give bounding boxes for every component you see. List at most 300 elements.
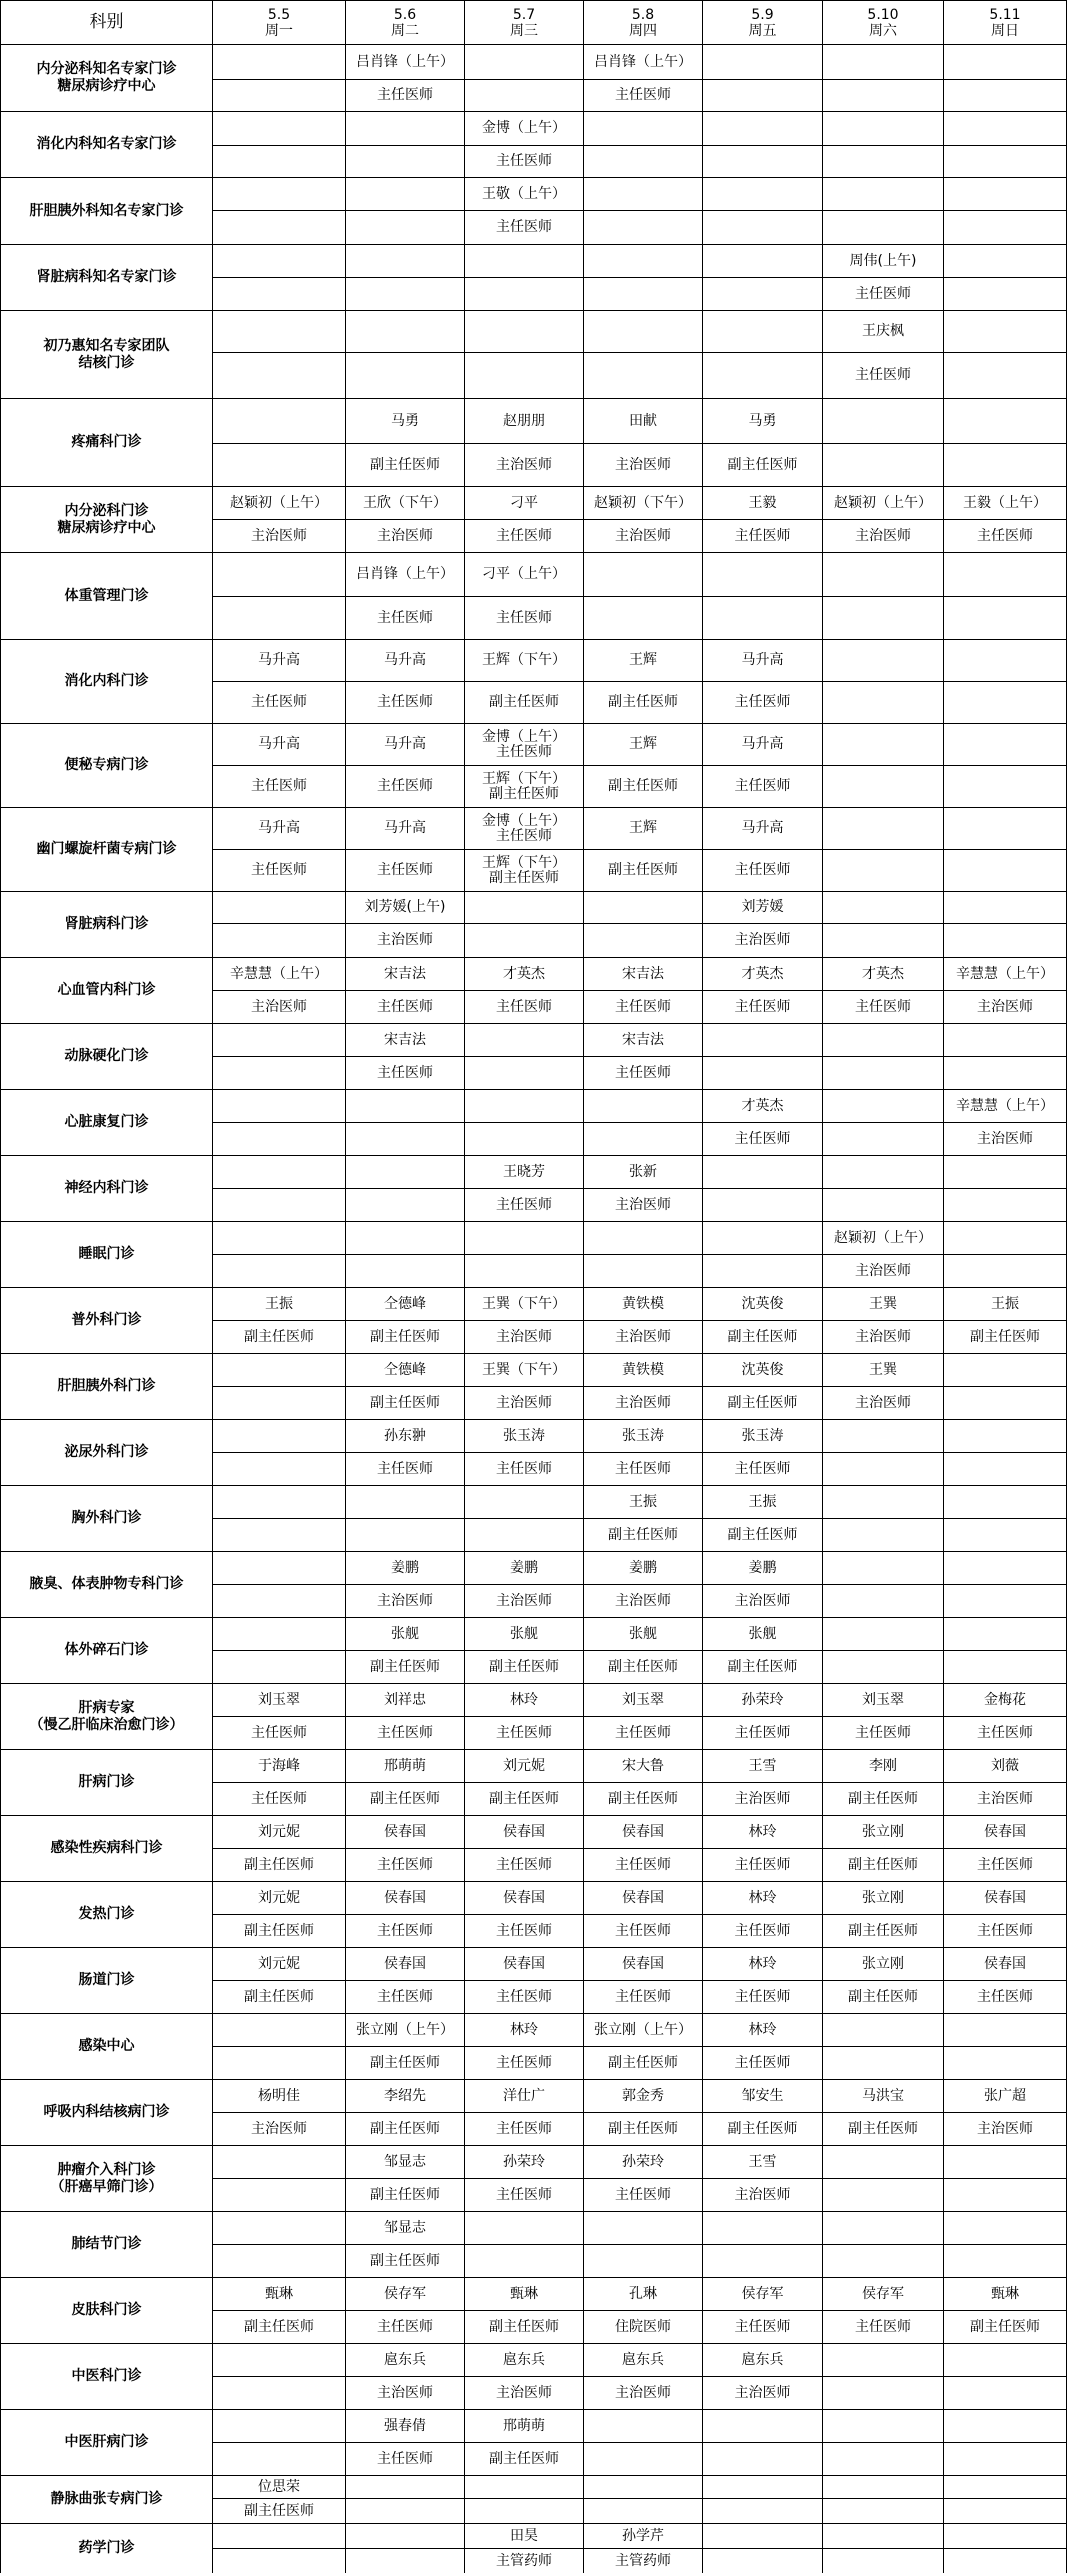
doctor-cell [823, 112, 944, 146]
doctor-cell [465, 1024, 584, 1057]
doctor-title-cell [213, 597, 346, 640]
doctor-title-cell [703, 146, 823, 178]
department-name: 睡眠门诊 [1, 1222, 213, 1288]
doctor-cell [944, 892, 1067, 924]
doctor-title-cell [823, 1453, 944, 1486]
department-name: 静脉曲张专病门诊 [1, 2476, 213, 2524]
doctor-cell: 宋吉法 [584, 1024, 703, 1057]
doctor-cell: 张舰 [584, 1618, 703, 1651]
doctor-title-cell: 王辉（下午） 副主任医师 [465, 850, 584, 892]
doctor-title-cell [584, 2499, 703, 2524]
doctor-title-cell: 主任医师 [944, 520, 1067, 553]
doctor-cell [346, 2524, 465, 2549]
doctor-cell [213, 1354, 346, 1387]
doctor-cell: 马升高 [346, 808, 465, 850]
doctor-title-cell: 主任医师 [584, 1717, 703, 1750]
day-date: 5.9 [751, 6, 774, 23]
day-date: 5.10 [867, 6, 899, 23]
doctor-cell: 王雪 [703, 2146, 823, 2179]
doctor-cell [703, 112, 823, 146]
doctor-cell [823, 2524, 944, 2549]
doctor-row [1, 2278, 1067, 2311]
doctor-cell [346, 1486, 465, 1519]
doctor-title-cell [584, 2443, 703, 2476]
day-date: 5.5 [267, 6, 291, 23]
doctor-cell: 辛慧慧（上午） [213, 958, 346, 991]
doctor-cell: 林玲 [703, 1816, 823, 1849]
doctor-title-cell: 住院医师 [584, 2311, 703, 2344]
doctor-title-cell [213, 146, 346, 178]
doctor-title-cell [823, 1585, 944, 1618]
doctor-title-cell [346, 211, 465, 245]
doctor-title-cell: 主任医师 [823, 1717, 944, 1750]
doctor-title-cell [213, 1255, 346, 1288]
doctor-cell: 马升高 [703, 808, 823, 850]
doctor-cell: 马升高 [703, 640, 823, 682]
doctor-title-cell: 主任医师 [703, 766, 823, 808]
doctor-cell [465, 1090, 584, 1123]
doctor-cell: 张舰 [465, 1618, 584, 1651]
doctor-cell: 王敬（上午） [465, 178, 584, 211]
doctor-cell [465, 1486, 584, 1519]
doctor-title-cell [944, 146, 1067, 178]
doctor-cell: 位思荣 [213, 2476, 346, 2499]
schedule-body [1, 45, 1067, 2573]
department-name: 肿瘤介入科门诊 （肝癌早筛门诊） [1, 2146, 213, 2212]
doctor-cell: 马升高 [213, 724, 346, 766]
doctor-title-cell: 副主任医师 [944, 2311, 1067, 2344]
doctor-row [1, 1552, 1067, 1585]
doctor-title-cell: 主任医师 [346, 1057, 465, 1090]
doctor-row [1, 1816, 1067, 1849]
doctor-title-cell [944, 850, 1067, 892]
doctor-title-cell [213, 2377, 346, 2410]
doctor-title-cell: 副主任医师 [346, 1387, 465, 1420]
doctor-title-cell: 主任医师 [823, 2311, 944, 2344]
doctor-title-cell [823, 2443, 944, 2476]
doctor-cell [213, 2410, 346, 2443]
doctor-title-cell: 主任医师 [346, 766, 465, 808]
doctor-row [1, 1486, 1067, 1519]
doctor-cell: 林玲 [703, 2014, 823, 2047]
doctor-title-cell [584, 146, 703, 178]
doctor-cell: 孙荣玲 [584, 2146, 703, 2179]
doctor-cell: 刘玉翠 [213, 1684, 346, 1717]
doctor-cell [944, 399, 1067, 444]
doctor-cell: 王辉 [584, 808, 703, 850]
doctor-title-cell: 主治医师 [465, 2377, 584, 2410]
doctor-title-cell [346, 146, 465, 178]
doctor-title-cell: 副主任医师 [465, 2443, 584, 2476]
doctor-title-cell [213, 1123, 346, 1156]
doctor-cell: 侯春国 [346, 1882, 465, 1915]
doctor-cell [213, 2524, 346, 2549]
doctor-title-cell: 主治医师 [584, 1585, 703, 1618]
doctor-title-cell: 主任医师 [346, 991, 465, 1024]
doctor-title-cell: 副主任医师 [823, 2113, 944, 2146]
doctor-cell [213, 399, 346, 444]
doctor-cell [584, 892, 703, 924]
doctor-title-cell: 主治医师 [346, 924, 465, 958]
doctor-title-cell [823, 2499, 944, 2524]
doctor-cell [465, 311, 584, 353]
doctor-cell: 邢萌萌 [465, 2410, 584, 2443]
doctor-cell [823, 724, 944, 766]
doctor-title-cell: 主任医师 [346, 850, 465, 892]
doctor-cell: 邹安生 [703, 2080, 823, 2113]
doctor-title-cell: 副主任医师 [703, 444, 823, 487]
doctor-row [1, 1882, 1067, 1915]
doctor-title-cell: 王辉（下午） 副主任医师 [465, 766, 584, 808]
doctor-title-cell [465, 278, 584, 311]
doctor-cell: 王辉 [584, 724, 703, 766]
doctor-title-cell [584, 1123, 703, 1156]
doctor-title-cell: 主任医师 [465, 1981, 584, 2014]
doctor-title-cell: 主任医师 [944, 1915, 1067, 1948]
doctor-cell [944, 1024, 1067, 1057]
doctor-title-cell [213, 353, 346, 399]
doctor-cell: 赵颖初（上午） [823, 487, 944, 520]
doctor-title-cell [213, 2047, 346, 2080]
doctor-title-cell: 主治医师 [465, 1321, 584, 1354]
doctor-cell: 林玲 [703, 1948, 823, 1981]
doctor-cell: 林玲 [465, 1684, 584, 1717]
doctor-cell [944, 178, 1067, 211]
department-name: 肾脏病科门诊 [1, 892, 213, 958]
doctor-cell: 吕肖锋（上午） [584, 45, 703, 80]
doctor-cell: 王雪 [703, 1750, 823, 1783]
doctor-cell [944, 2344, 1067, 2377]
doctor-title-cell: 副主任医师 [213, 2499, 346, 2524]
doctor-cell: 吕肖锋（上午） [346, 45, 465, 80]
doctor-cell: 刘元妮 [213, 1816, 346, 1849]
doctor-title-cell: 主治医师 [213, 2113, 346, 2146]
doctor-cell: 赵颖初（下午） [584, 487, 703, 520]
doctor-cell [465, 245, 584, 278]
department-name: 内分泌科门诊 糖尿病诊疗中心 [1, 487, 213, 553]
doctor-cell [944, 640, 1067, 682]
department-name: 肠道门诊 [1, 1948, 213, 2014]
doctor-cell [823, 2014, 944, 2047]
doctor-row [1, 640, 1067, 682]
doctor-title-cell: 主任医师 [703, 850, 823, 892]
doctor-cell [944, 1486, 1067, 1519]
doctor-title-cell [584, 924, 703, 958]
doctor-title-cell [823, 2377, 944, 2410]
doctor-title-cell [944, 2377, 1067, 2410]
doctor-cell: 马勇 [703, 399, 823, 444]
doctor-cell: 侯春国 [465, 1882, 584, 1915]
doctor-title-cell: 主治医师 [346, 1585, 465, 1618]
doctor-cell: 甄琳 [944, 2278, 1067, 2311]
doctor-title-cell: 主任医师 [703, 991, 823, 1024]
doctor-cell: 侯存军 [823, 2278, 944, 2311]
doctor-cell: 马升高 [213, 640, 346, 682]
doctor-cell: 孙学芹 [584, 2524, 703, 2549]
doctor-cell: 李刚 [823, 1750, 944, 1783]
doctor-cell: 姜鹏 [703, 1552, 823, 1585]
doctor-cell: 邹显志 [346, 2212, 465, 2245]
doctor-cell [823, 2410, 944, 2443]
doctor-title-cell: 主任医师 [703, 2311, 823, 2344]
doctor-title-cell [465, 1123, 584, 1156]
doctor-title-cell: 主任医师 [703, 2047, 823, 2080]
doctor-title-cell [584, 1255, 703, 1288]
doctor-cell [823, 553, 944, 597]
department-name: 心血管内科门诊 [1, 958, 213, 1024]
doctor-cell: 张立刚（上午） [346, 2014, 465, 2047]
doctor-cell [823, 2476, 944, 2499]
doctor-title-cell [944, 1057, 1067, 1090]
doctor-title-cell: 主治医师 [213, 991, 346, 1024]
day-date: 5.7 [512, 6, 536, 23]
doctor-cell [465, 1222, 584, 1255]
doctor-cell [944, 1156, 1067, 1189]
doctor-title-cell [703, 278, 823, 311]
doctor-cell [584, 311, 703, 353]
doctor-title-cell [703, 80, 823, 112]
doctor-title-cell: 副主任医师 [465, 1651, 584, 1684]
day-header-sun [944, 1, 1067, 45]
doctor-cell: 马升高 [346, 724, 465, 766]
doctor-cell [823, 1156, 944, 1189]
doctor-title-cell: 主任医师 [823, 991, 944, 1024]
doctor-cell: 林玲 [703, 1882, 823, 1915]
doctor-cell [823, 1090, 944, 1123]
doctor-cell [584, 1090, 703, 1123]
doctor-cell [703, 178, 823, 211]
doctor-title-cell [213, 2245, 346, 2278]
doctor-title-cell [944, 1387, 1067, 1420]
doctor-title-cell: 副主任医师 [213, 1981, 346, 2014]
doctor-title-cell: 副主任医师 [584, 682, 703, 724]
doctor-row [1, 1420, 1067, 1453]
doctor-title-cell: 主管药师 [465, 2549, 584, 2573]
doctor-cell: 马升高 [213, 808, 346, 850]
doctor-row [1, 892, 1067, 924]
doctor-title-cell: 副主任医师 [346, 444, 465, 487]
doctor-row [1, 2080, 1067, 2113]
doctor-row [1, 1288, 1067, 1321]
doctor-title-cell [213, 2549, 346, 2573]
doctor-title-cell: 主任医师 [465, 211, 584, 245]
doctor-cell [584, 2476, 703, 2499]
doctor-title-cell [944, 2443, 1067, 2476]
doctor-cell [346, 311, 465, 353]
doctor-cell [213, 1552, 346, 1585]
doctor-title-cell [703, 2499, 823, 2524]
doctor-title-cell [346, 2549, 465, 2573]
doctor-title-cell [346, 1519, 465, 1552]
department-name: 肝病专家 （慢乙肝临床治愈门诊） [1, 1684, 213, 1750]
doctor-title-cell: 主任医师 [584, 1981, 703, 2014]
doctor-title-cell: 主任医师 [584, 80, 703, 112]
doctor-cell: 刁平（上午） [465, 553, 584, 597]
doctor-title-cell: 主治医师 [823, 1255, 944, 1288]
doctor-cell: 沈英俊 [703, 1288, 823, 1321]
doctor-title-cell [944, 2549, 1067, 2573]
doctor-cell [213, 1486, 346, 1519]
doctor-cell: 仝德峰 [346, 1354, 465, 1387]
department-name: 腋臭、体表肿物专科门诊 [1, 1552, 213, 1618]
department-name: 泌尿外科门诊 [1, 1420, 213, 1486]
doctor-title-cell: 副主任医师 [346, 2179, 465, 2212]
doctor-cell [944, 2212, 1067, 2245]
doctor-cell [213, 1618, 346, 1651]
doctor-title-cell [944, 1255, 1067, 1288]
doctor-cell [944, 245, 1067, 278]
doctor-title-cell: 主任医师 [346, 1849, 465, 1882]
day-weekday: 周四 [629, 22, 657, 39]
doctor-cell [703, 2212, 823, 2245]
doctor-title-cell [703, 2549, 823, 2573]
doctor-title-cell: 主治医师 [944, 2113, 1067, 2146]
doctor-cell [944, 2146, 1067, 2179]
doctor-cell [944, 311, 1067, 353]
doctor-cell [823, 2212, 944, 2245]
doctor-title-cell [213, 1519, 346, 1552]
doctor-title-cell: 副主任医师 [346, 1651, 465, 1684]
doctor-cell: 刘元妮 [213, 1882, 346, 1915]
doctor-title-cell [213, 2179, 346, 2212]
doctor-cell: 王巽（下午） [465, 1354, 584, 1387]
doctor-cell [823, 399, 944, 444]
doctor-cell: 王晓芳 [465, 1156, 584, 1189]
doctor-title-cell [465, 2499, 584, 2524]
doctor-cell [823, 640, 944, 682]
doctor-cell: 沈英俊 [703, 1354, 823, 1387]
doctor-cell: 侯春国 [465, 1948, 584, 1981]
doctor-row [1, 399, 1067, 444]
doctor-row [1, 1024, 1067, 1057]
doctor-title-cell [213, 924, 346, 958]
doctor-cell: 王振 [213, 1288, 346, 1321]
doctor-title-cell: 主治医师 [944, 991, 1067, 1024]
doctor-title-cell: 副主任医师 [213, 1915, 346, 1948]
doctor-cell: 刘元妮 [465, 1750, 584, 1783]
department-name: 中医肝病门诊 [1, 2410, 213, 2476]
doctor-cell [944, 808, 1067, 850]
doctor-row [1, 487, 1067, 520]
doctor-cell [944, 724, 1067, 766]
doctor-title-cell [703, 2245, 823, 2278]
doctor-title-cell [944, 1519, 1067, 1552]
doctor-cell: 王庆枫 [823, 311, 944, 353]
doctor-cell: 邢萌萌 [346, 1750, 465, 1783]
doctor-row [1, 245, 1067, 278]
department-name: 中医科门诊 [1, 2344, 213, 2410]
doctor-cell [346, 1090, 465, 1123]
doctor-cell: 辛慧慧（上午） [944, 958, 1067, 991]
doctor-title-cell: 副主任医师 [703, 1321, 823, 1354]
doctor-cell [584, 112, 703, 146]
doctor-cell: 田昊 [465, 2524, 584, 2549]
doctor-cell [703, 245, 823, 278]
doctor-title-cell [346, 353, 465, 399]
doctor-title-cell [823, 682, 944, 724]
doctor-title-cell [944, 682, 1067, 724]
doctor-cell: 姜鹏 [465, 1552, 584, 1585]
doctor-cell: 侯春国 [465, 1816, 584, 1849]
doctor-cell: 姜鹏 [584, 1552, 703, 1585]
doctor-cell: 张玉涛 [584, 1420, 703, 1453]
doctor-cell: 于海峰 [213, 1750, 346, 1783]
doctor-cell: 张立刚 [823, 1816, 944, 1849]
doctor-row [1, 1618, 1067, 1651]
department-name: 胸外科门诊 [1, 1486, 213, 1552]
doctor-title-cell: 主治医师 [346, 520, 465, 553]
doctor-title-cell: 主治医师 [703, 2377, 823, 2410]
doctor-cell [465, 2212, 584, 2245]
doctor-title-cell: 主治医师 [703, 924, 823, 958]
doctor-title-cell: 主治医师 [703, 2179, 823, 2212]
doctor-row [1, 2212, 1067, 2245]
doctor-cell [944, 1552, 1067, 1585]
doctor-cell: 张新 [584, 1156, 703, 1189]
doctor-title-cell: 主任医师 [465, 597, 584, 640]
doctor-title-cell [823, 2047, 944, 2080]
doctor-title-cell [465, 80, 584, 112]
department-name: 发热门诊 [1, 1882, 213, 1948]
doctor-title-cell [823, 2549, 944, 2573]
doctor-title-cell: 主任医师 [465, 2179, 584, 2212]
department-name: 神经内科门诊 [1, 1156, 213, 1222]
doctor-cell [703, 2410, 823, 2443]
doctor-cell: 金博（上午） [465, 112, 584, 146]
doctor-title-cell: 主任医师 [465, 1453, 584, 1486]
doctor-cell: 张广超 [944, 2080, 1067, 2113]
doctor-title-cell [213, 1057, 346, 1090]
doctor-title-cell [213, 80, 346, 112]
doctor-row [1, 112, 1067, 146]
doctor-cell: 扈东兵 [465, 2344, 584, 2377]
doctor-cell [823, 808, 944, 850]
doctor-title-cell: 副主任医师 [584, 1783, 703, 1816]
doctor-title-cell: 主任医师 [465, 520, 584, 553]
doctor-cell [703, 2524, 823, 2549]
doctor-title-cell: 主任医师 [584, 1849, 703, 1882]
doctor-title-cell: 副主任医师 [213, 2311, 346, 2344]
doctor-row [1, 311, 1067, 353]
doctor-title-cell: 主任医师 [346, 2311, 465, 2344]
doctor-title-cell: 主治医师 [703, 1783, 823, 1816]
doctor-cell [944, 1618, 1067, 1651]
doctor-title-cell: 副主任医师 [584, 766, 703, 808]
doctor-cell [703, 2476, 823, 2499]
doctor-cell [584, 1222, 703, 1255]
day-weekday: 周日 [991, 22, 1019, 39]
doctor-cell: 刘祥忠 [346, 1684, 465, 1717]
doctor-title-cell [213, 1189, 346, 1222]
doctor-title-cell [944, 211, 1067, 245]
doctor-row [1, 1156, 1067, 1189]
department-name: 内分泌科知名专家门诊 糖尿病诊疗中心 [1, 45, 213, 112]
doctor-cell: 扈东兵 [703, 2344, 823, 2377]
doctor-cell: 刘玉翠 [584, 1684, 703, 1717]
doctor-title-cell [823, 597, 944, 640]
doctor-cell [823, 178, 944, 211]
doctor-title-cell: 副主任医师 [703, 2113, 823, 2146]
doctor-row [1, 1684, 1067, 1717]
doctor-cell: 林玲 [465, 2014, 584, 2047]
doctor-cell: 侯春国 [944, 1882, 1067, 1915]
doctor-title-cell [823, 1057, 944, 1090]
doctor-title-cell [944, 2047, 1067, 2080]
doctor-title-cell: 主任医师 [703, 1717, 823, 1750]
doctor-cell: 王辉（下午） [465, 640, 584, 682]
doctor-cell: 辛慧慧（上午） [944, 1090, 1067, 1123]
department-name: 疼痛科门诊 [1, 399, 213, 487]
